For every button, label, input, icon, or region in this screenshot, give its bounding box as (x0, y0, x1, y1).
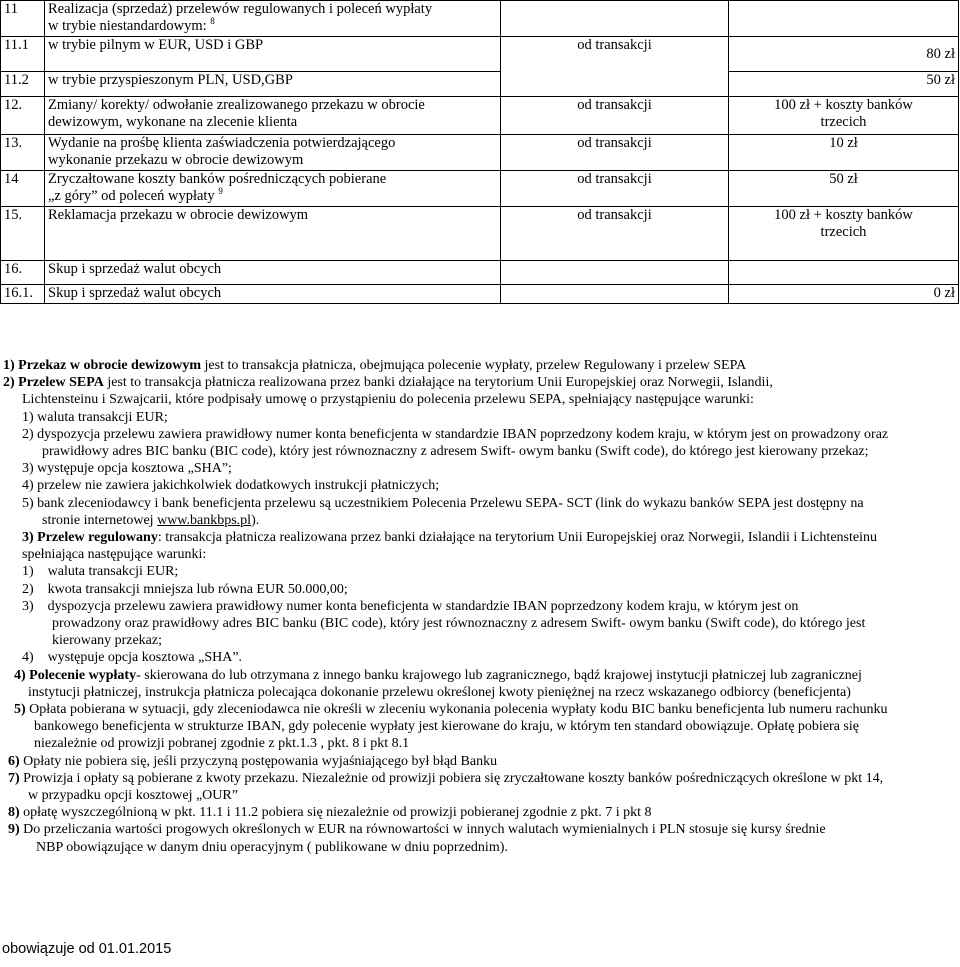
row-fee (729, 261, 959, 285)
note-5-line: niezależnie od prowizji pobranej zgodnie z pkt.1.3 , pkt. 8 i pkt 8.1 (34, 736, 410, 752)
note-2-item: 4) przelew nie zawiera jakichkolwiek dodatkowych instrukcji płatniczych; (22, 478, 440, 494)
row-fee: 0 zł (729, 285, 959, 304)
row-fee: 50 zł (729, 171, 959, 207)
note-2-item: prawidłowy adres BIC banku (BIC code), który jest równoznaczny z adresem Swift- owym banku (Swift code), do którego jest kierowany przekaz; (42, 444, 869, 460)
table-row (1, 285, 959, 304)
note-5-line: bankowego beneficjenta w strukturze IBAN, gdy polecenie wypłaty jest kierowane do kraju, w którym ten standard obowiązuje. Opłatę pobiera się (34, 719, 859, 735)
row-number: 14 (1, 171, 45, 207)
note-9-line: NBP obowiązujące w danym dniu operacyjnym ( publikowane w dniu poprzednim). (36, 839, 508, 855)
row-basis: od transakcji (501, 97, 729, 135)
note-4: 4) Polecenie wypłaty- skierowana do lub otrzymana z innego banku krajowego lub zagranicznego, bądź krajowej instytucji płatniczej lub zagranicznej (14, 667, 862, 683)
row-number: 11.1 (1, 37, 45, 72)
row-number: 13. (1, 135, 45, 171)
note-7: 7) Prowizja i opłaty są pobierane z kwoty przekazu. Niezależnie od prowizji pobiera się zryczałtowane koszty banków pośredniczących określone w pkt 14, (8, 770, 884, 786)
fees-table (0, 0, 959, 304)
footnotes (0, 357, 960, 856)
row-number: 16.1. (1, 285, 45, 304)
row-basis (501, 1, 729, 37)
row-number: 11.2 (1, 72, 45, 97)
bankbps-link[interactable]: www.bankbps.pl (157, 512, 252, 528)
row-fee (729, 1, 959, 37)
note-2: 2) Przelew SEPA jest to transakcja płatnicza realizowana przez banki działające na terytorium Unii Europejskiej oraz Norwegii, Islandii, (3, 375, 773, 391)
row-description: Zmiany/ korekty/ odwołanie zrealizowanego przekazu w obrocie dewizowym, wykonane na zlecenie klienta (45, 97, 501, 135)
row-fee: 80 zł (729, 37, 959, 72)
note-5: 5) Opłata pobierana w sytuacji, gdy zleceniodawca nie określi w zleceniu wykonania polecenia wypłaty kodu BIC banku beneficjenta lub numeru rachunku (14, 702, 888, 718)
row-number: 11 (1, 1, 45, 37)
row-description: Skup i sprzedaż walut obcych (45, 285, 501, 304)
row-description: Reklamacja przekazu w obrocie dewizowym (45, 207, 501, 261)
row-description: w trybie przyspieszonym PLN, USD,GBP (45, 72, 501, 97)
note-2-line: Lichtensteinu i Szwajcarii, które podpisały umowę o przystąpieniu do polecenia przelewu SEPA, spełniający następujące warunki: (22, 392, 754, 408)
row-description: Wydanie na prośbę klienta zaświadczenia potwierdzającego wykonanie przekazu w obrocie dewizowym (45, 135, 501, 171)
row-basis: od transakcji (501, 135, 729, 171)
note-2-item: 3) występuje opcja kosztowa „SHA”; (22, 461, 232, 477)
note-1: 1) Przekaz w obrocie dewizowym jest to transakcja płatnicza, obejmująca polecenie wypłaty, przelew Regulowany i przelew SEPA (3, 358, 747, 373)
row-basis: od transakcji (501, 37, 729, 97)
note-3: 3) Przelew regulowany: transakcja płatnicza realizowana przez banki działające na terytorium Unii Europejskiej oraz Norwegii, Islandii i Lichtensteinu (22, 530, 877, 546)
row-fee: 10 zł (729, 135, 959, 171)
note-2-item: 1) waluta transakcji EUR; (22, 409, 168, 425)
note-3-item: prowadzony oraz prawidłowy adres BIC banku (BIC code), który jest równoznaczny z adresem Swift- owym banku (Swift code), do którego jest (52, 616, 866, 632)
note-9: 9) Do przeliczania wartości progowych określonych w EUR na równowartości w innych walutach wymienialnych i PLN stosuje się kursy średnie (8, 822, 826, 838)
row-number: 16. (1, 261, 45, 285)
note-3-item: kierowany przekaz; (52, 633, 162, 649)
row-description: Skup i sprzedaż walut obcych (45, 261, 501, 285)
row-basis (501, 261, 729, 285)
table-row (1, 72, 959, 97)
note-6: 6) Opłaty nie pobiera się, jeśli przyczyną postępowania wyjaśniającego był błąd Banku (8, 753, 498, 769)
row-basis: od transakcji (501, 207, 729, 261)
row-fee: 100 zł + koszty banków trzecich (729, 97, 959, 135)
note-3-line: spełniająca następujące warunki: (22, 547, 207, 563)
note-2-item: 5) bank zleceniodawcy i bank beneficjenta przelewu są uczestnikiem Polecenia Przelewu SEPA- SCT (link do wykazu banków SEPA jest dostępny na (22, 495, 864, 511)
table-row (1, 261, 959, 285)
row-description: w trybie pilnym w EUR, USD i GBP (45, 37, 501, 72)
table-row (1, 207, 959, 261)
note-2-item: 2) dyspozycja przelewu zawiera prawidłowy numer konta beneficjenta w standardzie IBAN poprzedzony kodem kraju, w którym jest on prowadzony oraz (22, 426, 889, 442)
row-fee: 50 zł (729, 72, 959, 97)
note-3-item: 3) dyspozycja przelewu zawiera prawidłowy numer konta beneficjenta w standardzie IBAN poprzedzony kodem kraju, w którym jest on (22, 598, 799, 614)
note-4-line: instytucji płatniczej, instrukcja płatnicza polecająca dokonanie przelewu określonej kwoty pieniężnej na rzecz wskazanego odbiorcy (beneficjenta) (28, 684, 851, 700)
row-basis (501, 285, 729, 304)
table-row (1, 1, 959, 37)
row-number: 12. (1, 97, 45, 135)
table-row (1, 37, 959, 72)
note-7-line: w przypadku opcji kosztowej „OUR” (28, 788, 238, 804)
note-8: 8) opłatę wyszczególnioną w pkt. 11.1 i 11.2 pobiera się niezależnie od prowizji pobieranej zgodnie z pkt. 7 i pkt 8 (8, 805, 652, 821)
row-description: Realizacja (sprzedaż) przelewów regulowanych i poleceń wypłaty w trybie niestandardowym: $^8$ (45, 1, 501, 37)
row-basis: od transakcji (501, 171, 729, 207)
effective-date: obowiązuje od 01.01.2015 (2, 941, 172, 957)
note-3-item: 4) występuje opcja kosztowa „SHA”. (22, 650, 243, 666)
note-3-item: 1) waluta transakcji EUR; (22, 564, 179, 580)
table-row (1, 171, 959, 207)
row-description: Zryczałtowane koszty banków pośredniczących pobierane „z góry” od poleceń wypłaty $^9$ (45, 171, 501, 207)
table-row (1, 135, 959, 171)
note-3-item: 2) kwota transakcji mniejsza lub równa EUR 50.000,00; (22, 581, 348, 597)
note-2-item: stronie internetowej www.bankbps.pl). (42, 512, 260, 528)
row-fee: 100 zł + koszty banków trzecich (729, 207, 959, 261)
row-number: 15. (1, 207, 45, 261)
table-row (1, 97, 959, 135)
